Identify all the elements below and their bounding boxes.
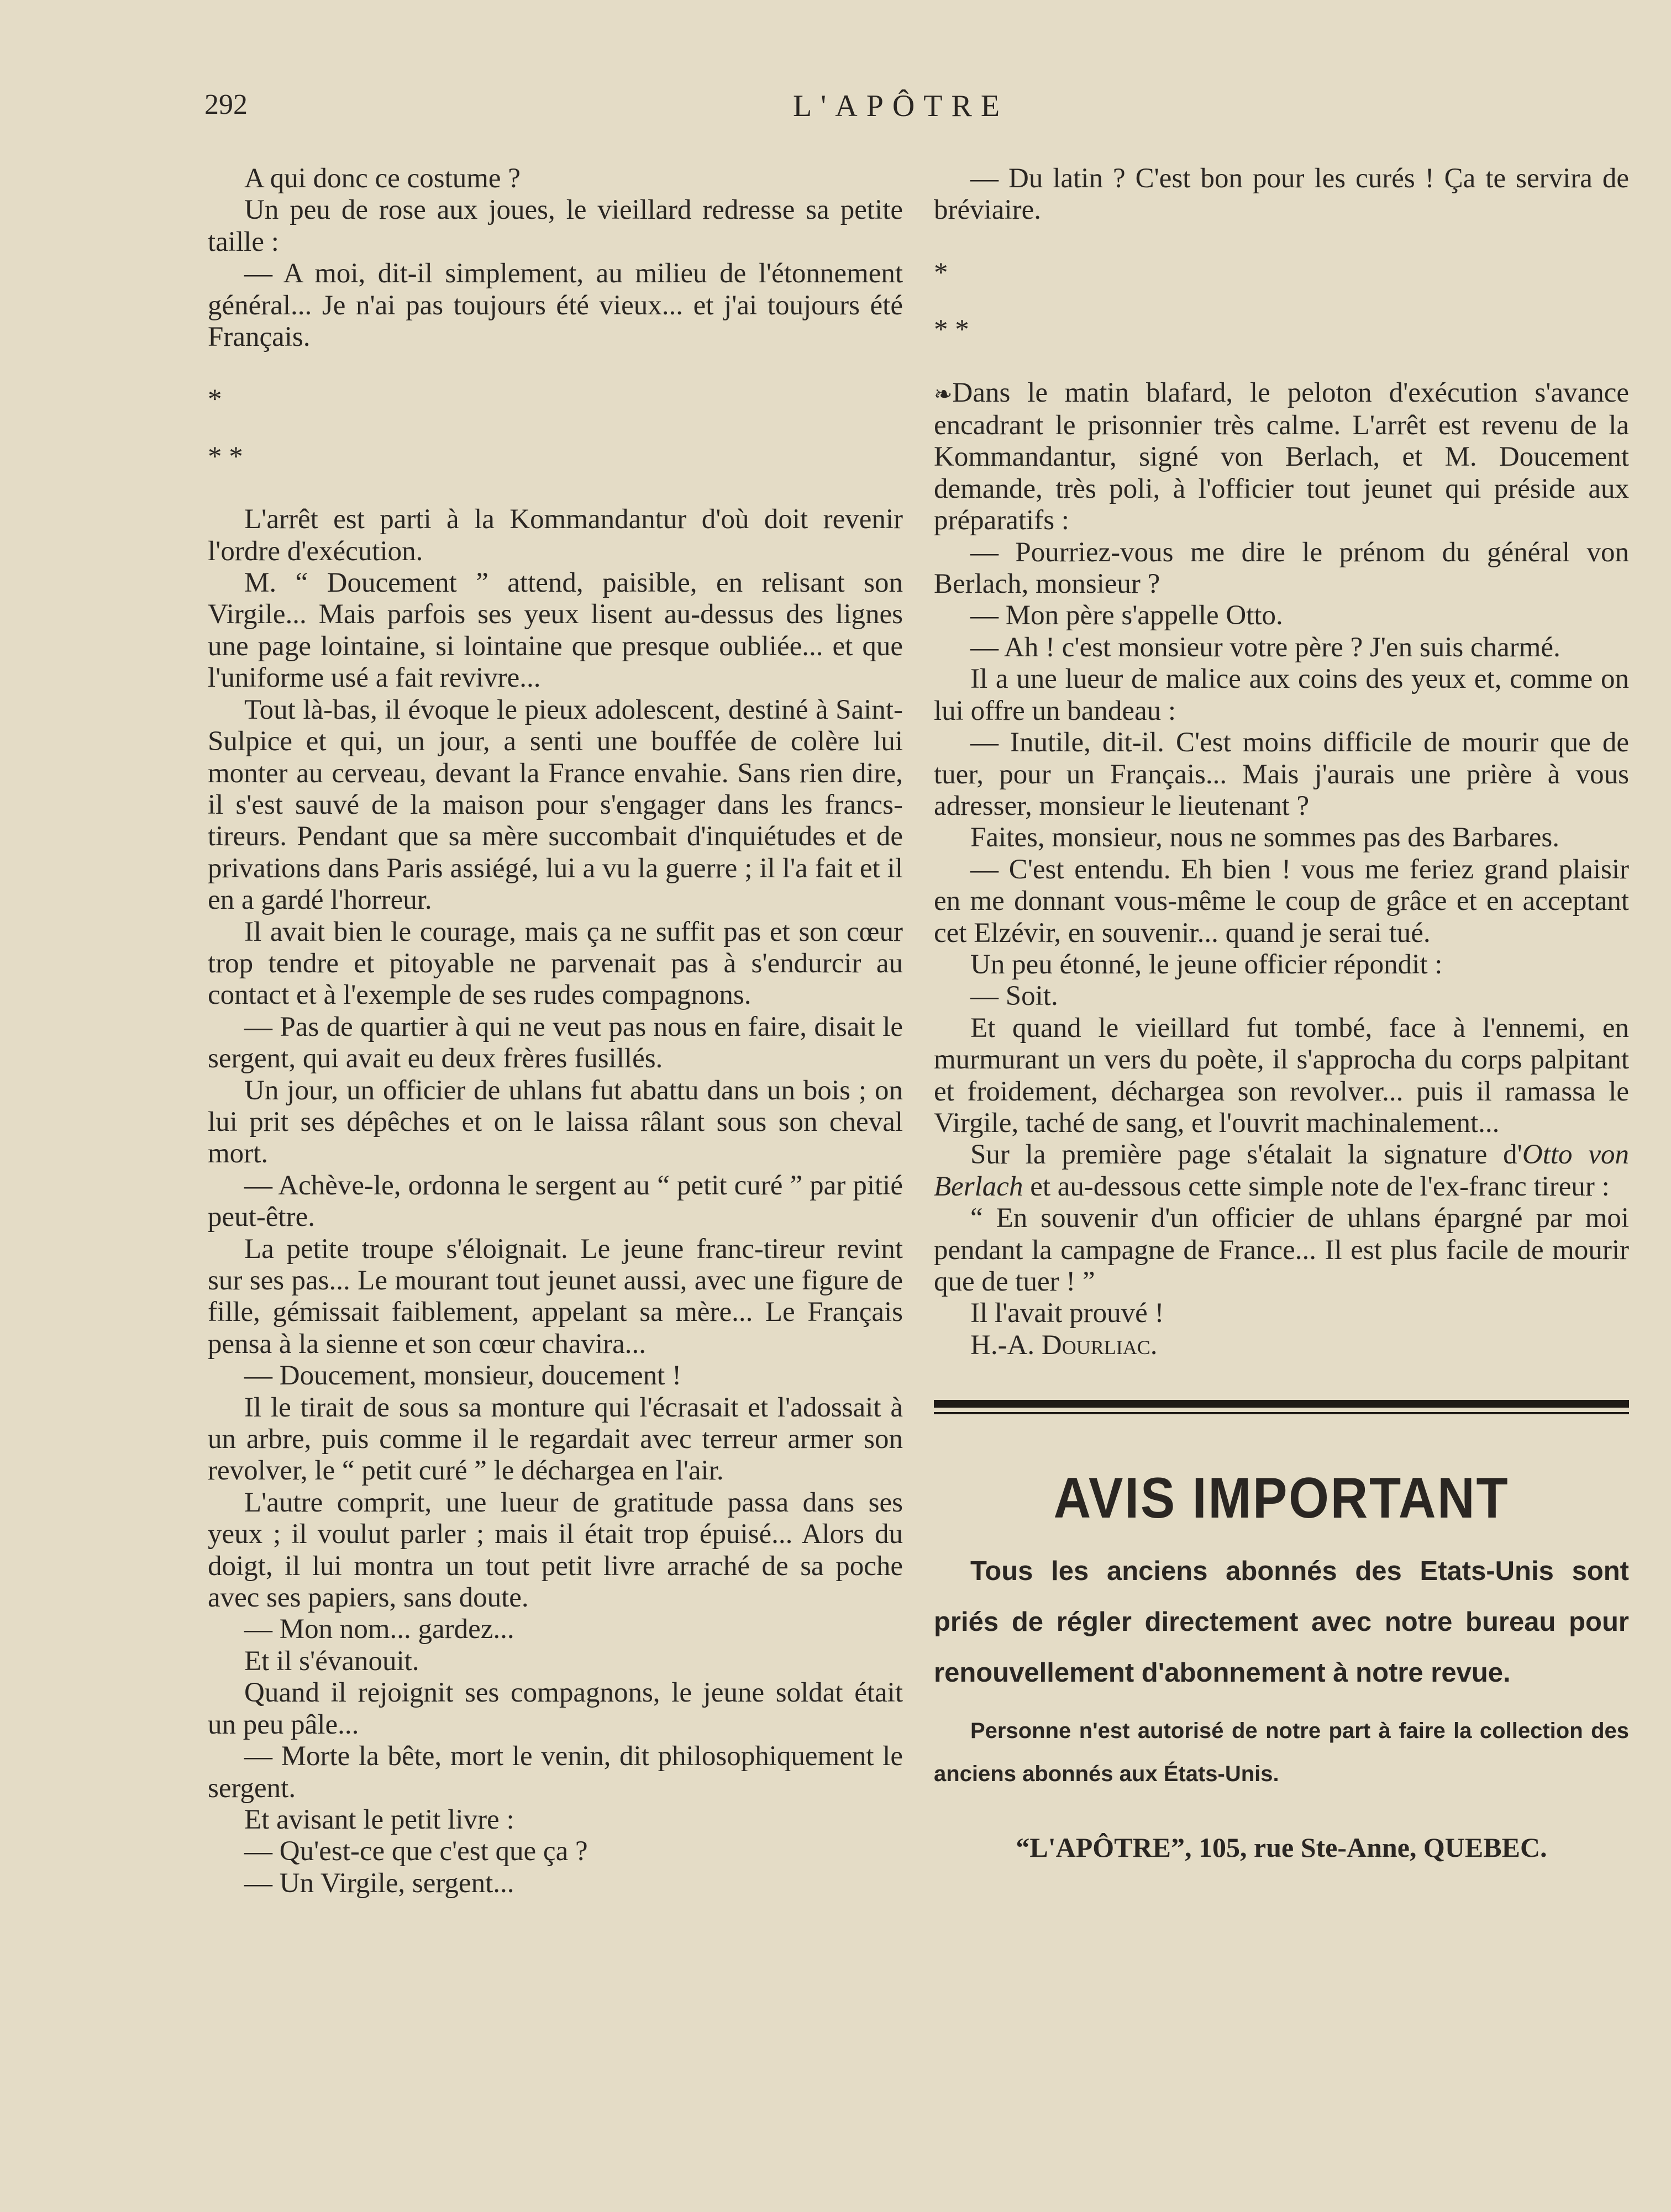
paragraph: — Achève-le, ordonna le sergent au “ petit curé ” par pitié peut-être. [208,1170,903,1233]
signature-name: Otto von Berlach [934,1139,1629,1202]
section-break-star: * [934,257,948,288]
paragraph: ❧Dans le matin blafard, le peloton d'exécution s'avance encadrant le prisonnier très calme. L'arrêt est revenu de la Kommandantur, signé von Berlach, et M. Doucement demande, très poli, à l'officier tout jeunet qui préside aux préparatifs : [934,377,1629,536]
notice-title: AVIS IMPORTANT [1053,1466,1510,1531]
paragraph: — Pas de quartier à qui ne veut pas nous en faire, disait le sergent, qui avait eu deux frères fusillés. [208,1011,903,1075]
paragraph: — Mon nom... gardez... [244,1614,514,1645]
paragraph: — Mon père s'appelle Otto. [970,600,1283,631]
section-break-star: * [208,384,222,415]
paragraph: Il l'avait prouvé ! [970,1298,1164,1329]
paragraph: Et avisant le petit livre : [244,1804,514,1835]
paragraph: Il a une lueur de malice aux coins des yeux et, comme on lui offre un bandeau : [934,663,1629,726]
author-signature: H.-A. Dourliac. [970,1329,1158,1361]
paragraph: — Pourriez-vous me dire le prénom du général von Berlach, monsieur ? [934,536,1629,600]
paragraph: “ En souvenir d'un officier de uhlans épargné par moi pendant la campagne de France... Il est plus facile de mourir que de tuer ! ” [934,1203,1629,1297]
section-break-stars: * * [208,441,243,472]
paragraph: — Qu'est-ce que c'est que ça ? [244,1836,588,1867]
paragraph: — Du latin ? C'est bon pour les curés ! Ça te servira de bréviaire. [934,163,1629,226]
paragraph: — Inutile, dit-il. C'est moins difficile de mourir que de tuer, pour un Français... Mais j'aurais une prière à vous adresser, monsieur le lieutenant ? [934,727,1629,821]
paragraph: — Morte la bête, mort le venin, dit philosophiquement le sergent. [208,1741,903,1804]
section-break-stars: * * [934,314,969,346]
paragraph: — A moi, dit-il simplement, au milieu de l'étonnement général... Je n'ai pas toujours été vieux... et j'ai toujours été Français. [208,258,903,353]
paragraph: L'arrêt est parti à la Kommandantur d'où doit revenir l'ordre d'exécution. [208,504,903,567]
paragraph: Tout là-bas, il évoque le pieux adolescent, destiné à Saint-Sulpice et qui, un jour, a senti une bouffée de colère lui monter au cerveau, devant la France envahie. Sans rien dire, il s'est sauvé de la maison pour s'engager dans les francs-tireurs. Pendant que sa mère succombait d'inquiétudes et de privations dans Paris assiégé, lui a vu la guerre ; il l'a fait et il en a gardé l'horreur. [208,694,903,916]
notice-box [934,1465,1629,1869]
paragraph: L'autre comprit, une lueur de gratitude passa dans ses yeux ; il voulut parler ; mais il était trop épuisé... Alors du doigt, il lui montra un tout petit livre arraché de sa poche avec ses papiers, sans doute. [208,1487,903,1614]
notice-main-text: Tous les anciens abonnés des Etats-Unis sont priés de régler directement avec notre bureau pour renouvellement d'abonnement à notre revue. [934,1556,1629,1688]
paragraph: Un peu étonné, le jeune officier répondit : [970,949,1443,980]
paragraph: Et quand le vieillard fut tombé, face à l'ennemi, en murmurant un vers du poète, il s'approcha du corps palpitant et froidement, déchargea son revolver... puis il ramassa le Virgile, taché de sang, et l'ouvrit machinalement... [934,1012,1629,1139]
paragraph: Il le tirait de sous sa monture qui l'écrasait et l'adossait à un arbre, puis comme il le regardait avec terreur armer son revolver, le “ petit curé ” le déchargea en l'air. [208,1392,903,1487]
drop-ornament-icon: ❧ [934,381,953,407]
paragraph: A qui donc ce costume ? [244,163,521,194]
paragraph: Quand il rejoignit ses compagnons, le jeune soldat était un peu pâle... [208,1677,903,1740]
page-header [204,88,1597,133]
paragraph: — Ah ! c'est monsieur votre père ? J'en suis charmé. [970,631,1560,663]
paragraph: La petite troupe s'éloignait. Le jeune franc-tireur revint sur ses pas... Le mourant tout jeunet aussi, avec une figure de fille, gémissait faiblement, appelant sa mère... Le Français pensa à la sienne et son cœur chavira... [208,1233,903,1360]
paragraph: M. “ Doucement ” attend, paisible, en relisant son Virgile... Mais parfois ses yeux lisent au-dessus des lignes une page lointaine, si lointaine que presque oubliée... et que l'uniforme usé a fait revivre... [208,567,903,694]
paragraph: Un peu de rose aux joues, le vieillard redresse sa petite taille : [208,194,903,257]
paragraph: — Soit. [970,981,1058,1012]
paragraph: Sur la première page s'étalait la signature d'Otto von Berlach et au-dessous cette simple note de l'ex-franc tireur : [934,1139,1629,1202]
left-column [208,163,903,1899]
separator-rule-thin [934,1412,1629,1414]
paragraph: Faites, monsieur, nous ne sommes pas des Barbares. [970,822,1559,854]
notice-small-text: Personne n'est autorisé de notre part à faire la collection des anciens abonnés aux États-Unis. [934,1719,1629,1787]
paragraph: — Doucement, monsieur, doucement ! [244,1360,682,1392]
paragraph: Et il s'évanouit. [244,1645,419,1677]
paragraph: — C'est entendu. Eh bien ! vous me feriez grand plaisir en me donnant vous-même le coup de grâce et en acceptant cet Elzévir, en souvenir... quand je serai tué. [934,854,1629,949]
running-head: L'APÔTRE [792,89,1009,123]
right-column [934,163,1629,1869]
page-number: 292 [204,89,248,120]
paragraph: Un jour, un officier de uhlans fut abattu dans un bois ; on lui prit ses dépêches et on le laissa râlant sous son cheval mort. [208,1075,903,1170]
paragraph: — Un Virgile, sergent... [244,1867,514,1899]
paragraph: Il avait bien le courage, mais ça ne suffit pas et son cœur trop tendre et pitoyable ne parvenait pas à s'endurcir au contact et à l'exemple de ses rudes compagnons. [208,916,903,1011]
separator-rule [934,1400,1629,1408]
notice-address: “L'APÔTRE”, 105, rue Ste-Anne, QUEBEC. [1016,1832,1547,1863]
